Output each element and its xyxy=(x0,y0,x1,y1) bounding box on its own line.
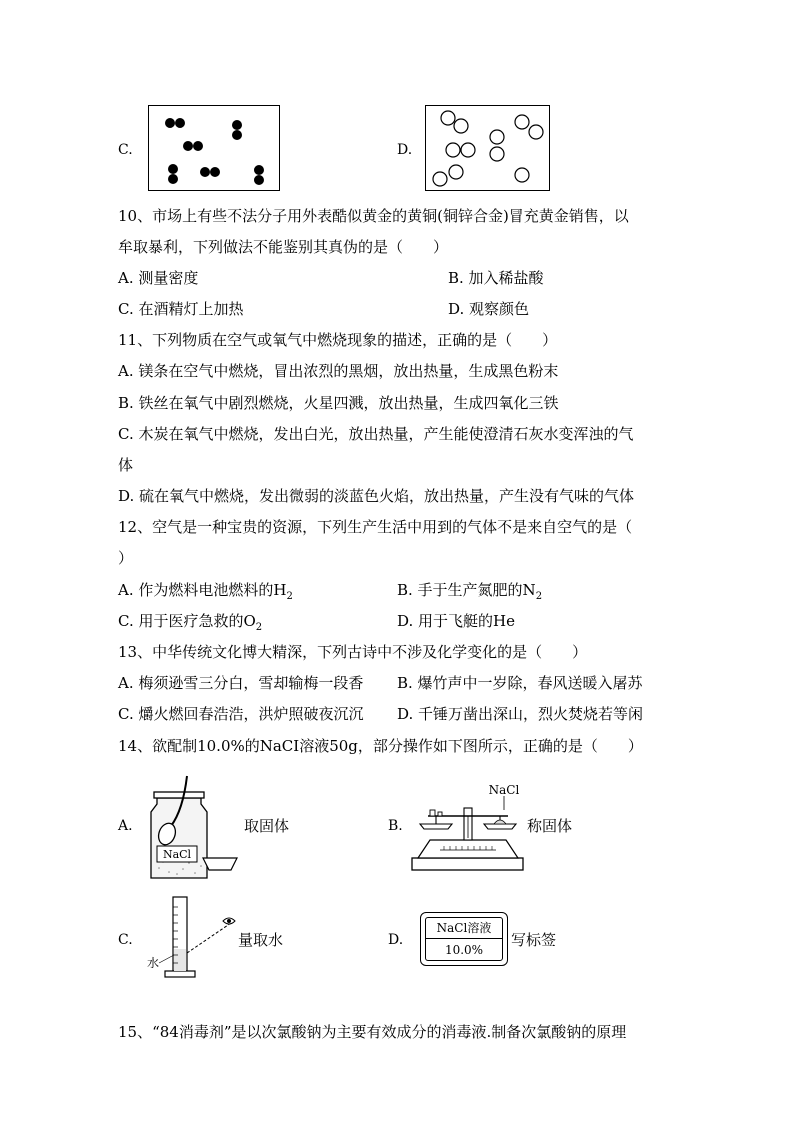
q9-option-d-diagram xyxy=(425,105,550,191)
reagent-bottle-spoon-icon xyxy=(143,770,243,882)
q11-option-c-line2: 体 xyxy=(118,456,134,474)
q10-stem-line1: 10、市场上有些不法分子用外表酷似黄金的黄铜(铜锌合金)冒充黄金销售，以 xyxy=(118,207,629,225)
q14-option-b-label: B. xyxy=(388,818,403,834)
q11-stem: 11、下列物质在空气或氧气中燃烧现象的描述，正确的是（ ） xyxy=(118,331,558,349)
q12-option-b xyxy=(397,580,542,600)
q12-option-b-subscript: 2 xyxy=(535,591,543,602)
q14-option-d-caption: 写标签 xyxy=(511,931,557,949)
q10-option-d: D. 观察颜色 xyxy=(448,300,530,318)
q11-option-a: A. 镁条在空气中燃烧，冒出浓烈的黑烟，放出热量，生成黑色粉末 xyxy=(118,362,559,380)
single-atoms-figure xyxy=(426,106,549,190)
q9-option-c-label: C. xyxy=(118,142,133,158)
q14-option-c-water-label: 水 xyxy=(147,956,160,970)
q14-option-d-tag-divider xyxy=(426,938,502,939)
q14-option-a-bottle-label: NaCl xyxy=(162,848,192,861)
q12-option-a xyxy=(118,580,293,600)
q14-option-c-figure xyxy=(143,895,238,980)
q14-option-c-caption: 量取水 xyxy=(238,931,284,949)
q12-option-c xyxy=(118,611,262,631)
q9-option-d-label: D. xyxy=(397,142,413,158)
q10-stem-line2: 牟取暴利，下列做法不能鉴别其真伪的是（ ） xyxy=(118,238,449,256)
q14-option-a-figure xyxy=(143,770,243,882)
q12-option-b-text: B. 手于生产氮肥的N xyxy=(397,581,536,599)
q15-stem: 15、“84消毒剂”是以次氯酸钠为主要有效成分的消毒液.制备次氯酸钠的原理 xyxy=(118,1023,627,1041)
q12-option-c-subscript: 2 xyxy=(255,622,263,633)
q14-option-d-tag-line2: 10.0% xyxy=(444,943,484,957)
q13-option-a: A. 梅须逊雪三分白，雪却输梅一段香 xyxy=(118,674,364,692)
q14-option-d-tag xyxy=(420,912,508,966)
balance-scale-icon xyxy=(410,780,525,872)
q14-option-d-tag-inner xyxy=(425,917,503,961)
q12-option-a-subscript: 2 xyxy=(286,591,293,602)
q14-option-b-nacl-label: NaCl xyxy=(488,783,520,797)
q10-option-b: B. 加入稀盐酸 xyxy=(448,269,544,287)
q10-option-c: C. 在酒精灯上加热 xyxy=(118,300,244,318)
q9-option-c-diagram xyxy=(148,105,280,191)
q13-option-d: D. 千锤万凿出深山，烈火焚烧若等闲 xyxy=(397,705,644,723)
q14-option-a-label: A. xyxy=(118,818,133,834)
q11-option-c-line1: C. 木炭在氧气中燃烧，发出白光，放出热量，产生能使澄清石灰水变浑浊的气 xyxy=(118,425,634,443)
q11-option-b: B. 铁丝在氧气中剧烈燃烧，火星四溅，放出热量，生成四氧化三铁 xyxy=(118,394,559,412)
q14-stem: 14、欲配制10.0%的NaCI溶液50g，部分操作如下图所示，正确的是（ ） xyxy=(118,737,643,755)
q13-option-c: C. 爝火燃回春浩浩，洪炉照破夜沉沉 xyxy=(118,705,364,723)
q12-option-a-text: A. 作为燃料电池燃料的H xyxy=(118,581,287,599)
q14-option-d-tag-line1: NaCl溶液 xyxy=(436,921,492,935)
q14-option-a-caption: 取固体 xyxy=(244,817,290,835)
q14-option-b-figure xyxy=(410,780,525,872)
q13-option-b: B. 爆竹声中一岁除，春风送暖入屠苏 xyxy=(397,674,643,692)
q12-option-d: D. 用于飞艇的He xyxy=(397,612,515,630)
q13-stem: 13、中华传统文化博大精深，下列古诗中不涉及化学变化的是（ ） xyxy=(118,643,588,661)
q12-stem-line2: ） xyxy=(118,549,134,567)
q14-option-b-caption: 称固体 xyxy=(527,817,573,835)
q10-option-a: A. 测量密度 xyxy=(118,269,199,287)
diatomic-molecules-figure xyxy=(149,106,279,190)
q11-option-d: D. 硫在氧气中燃烧，发出微弱的淡蓝色火焰，放出热量，产生没有气味的气体 xyxy=(118,487,635,505)
graduated-cylinder-icon xyxy=(143,895,238,980)
q14-option-d-label: D. xyxy=(388,932,404,948)
q12-option-c-text: C. 用于医疗急救的O xyxy=(118,612,256,630)
q12-stem-line1: 12、空气是一种宝贵的资源，下列生产生活中用到的气体不是来自空气的是（ xyxy=(118,518,633,536)
q14-option-c-label: C. xyxy=(118,932,133,948)
